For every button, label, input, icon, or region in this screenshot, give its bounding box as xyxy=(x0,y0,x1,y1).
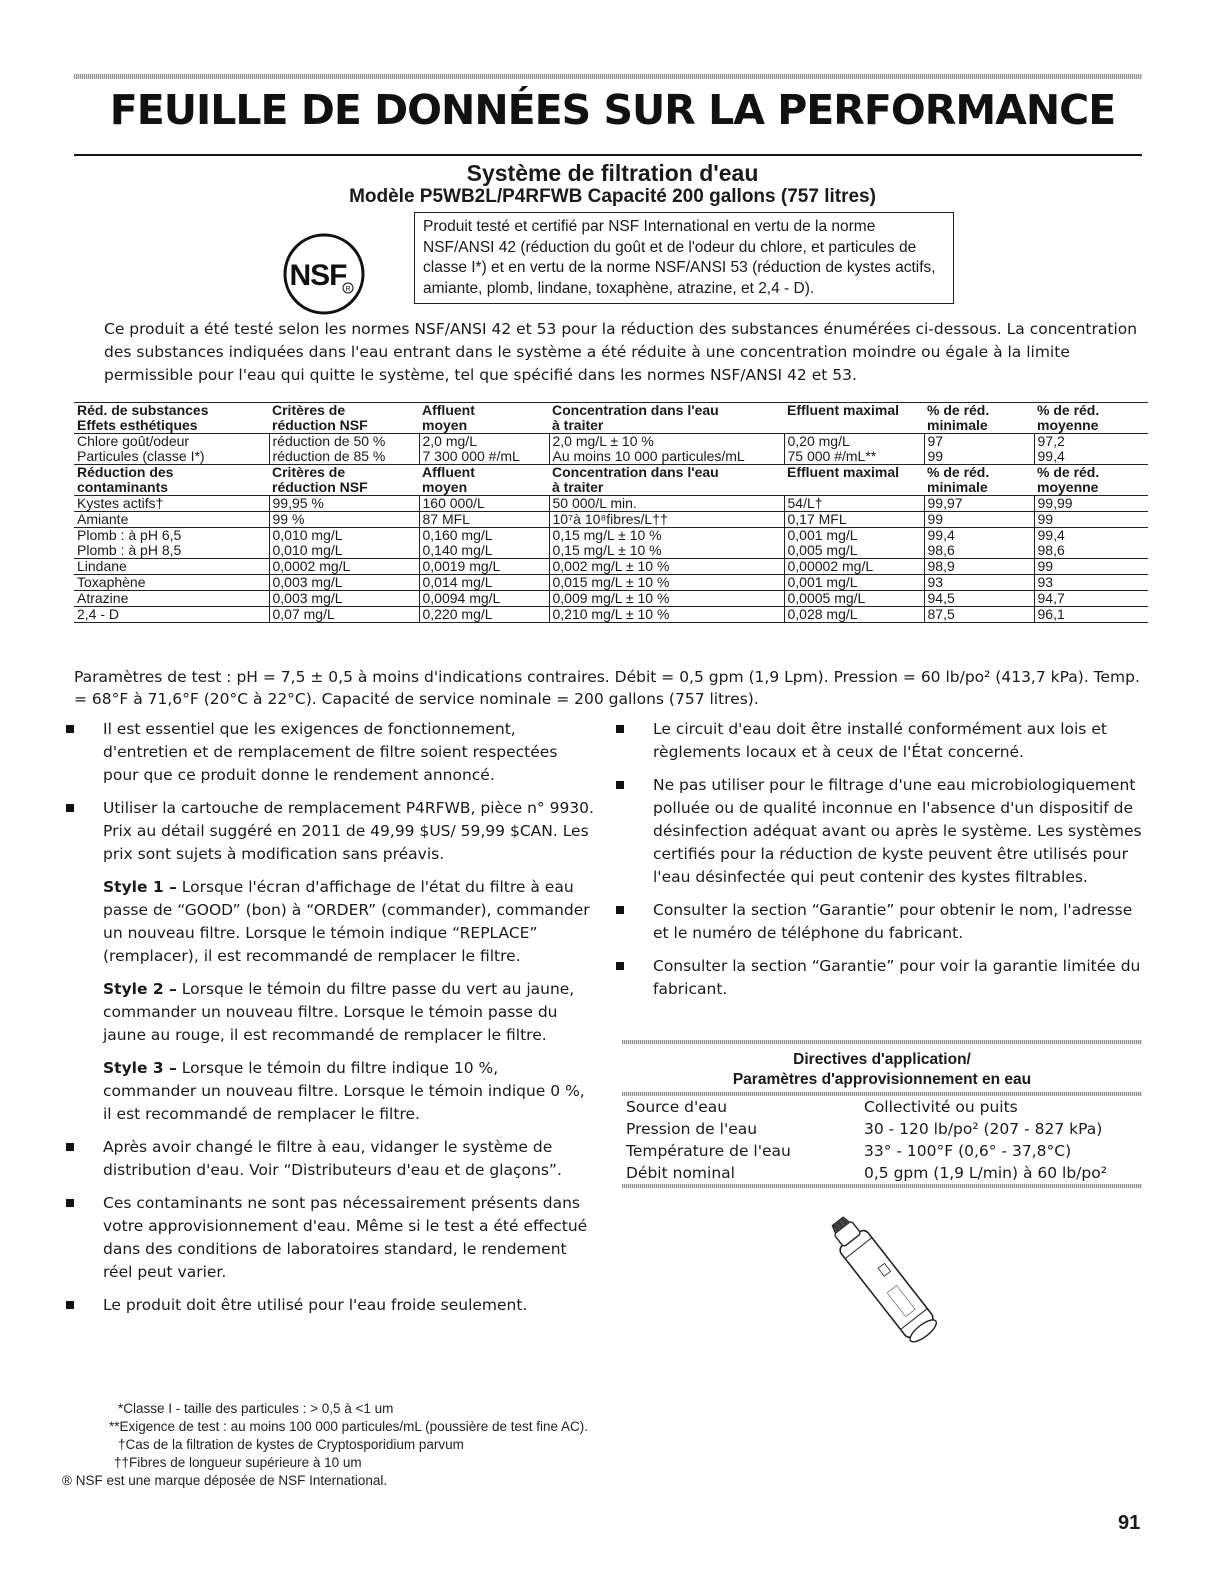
top-hatched-rule xyxy=(74,74,1142,79)
footnote: †Cas de la filtration de kystes de Cryptosporidium parvum xyxy=(118,1437,464,1452)
table-cell: 97 99 xyxy=(924,434,1034,465)
table-cell: 0,210 mg/L ± 10 % xyxy=(549,607,784,623)
bullet-icon xyxy=(66,1199,74,1207)
bullet-icon xyxy=(66,1301,74,1309)
list-item: Consulter la section “Garantie” pour obtenir le nom, l'adresse et le numéro de téléphone du fabricant. xyxy=(616,899,1144,945)
table-header-cell: % de réd. moyenne xyxy=(1034,465,1148,496)
table-cell: 0,0019 mg/L xyxy=(419,559,549,575)
list-item: Ces contaminants ne sont pas nécessairement présents dans votre approvisionnement d'eau. Même si le test a été effectué dans des conditions de laboratoires standard, le rendement réel peut varier. xyxy=(66,1192,596,1284)
table-cell: 0,001 mg/L xyxy=(784,575,924,591)
right-column xyxy=(616,718,1144,1011)
table-cell: 10⁷à 10⁸fibres/L†† xyxy=(549,512,784,528)
test-parameters: Paramètres de test : pH = 7,5 ± 0,5 à moins d'indications contraires. Débit = 0,5 gpm (1,9 Lpm). Pression = 60 lb/po² (413,7 kPa). Temp. = 68°F à 71,6°F (20°C à 22°C). Capacité de service nominale = 200 gallons (757 litres). xyxy=(74,668,1140,708)
table-cell: 0,20 mg/L 75 000 #/mL** xyxy=(784,434,924,465)
table-cell: 99,97 xyxy=(924,496,1034,512)
table-row xyxy=(74,496,1148,512)
footnote: **Exigence de test : au moins 100 000 particules/mL (poussière de test fine AC). xyxy=(109,1419,589,1434)
bullet-icon xyxy=(616,781,624,789)
table-cell: 160 000/L xyxy=(419,496,549,512)
nsf-logo-icon xyxy=(282,232,366,316)
table-cell: 98,9 xyxy=(924,559,1034,575)
table-cell: 87 MFL xyxy=(419,512,549,528)
table-cell: 93 xyxy=(924,575,1034,591)
table-cell: 99 xyxy=(1034,559,1148,575)
table-row xyxy=(74,434,1148,465)
table-cell: 0,003 mg/L xyxy=(269,591,419,607)
table-cell: 0,001 mg/L 0,005 mg/L xyxy=(784,528,924,559)
svg-text:NSF: NSF xyxy=(289,259,347,292)
bullet-icon xyxy=(616,962,624,970)
table-header-cell: % de réd. minimale xyxy=(924,403,1034,434)
table-header-contaminants xyxy=(74,465,1148,496)
table-header-cell: Critères de réduction NSF xyxy=(269,465,419,496)
table-cell: 0,002 mg/L ± 10 % xyxy=(549,559,784,575)
table-cell: 0,17 MFL xyxy=(784,512,924,528)
table-cell: Amiante xyxy=(74,512,269,528)
table-cell: 94,7 xyxy=(1034,591,1148,607)
style-1-paragraph: Style 1 – Lorsque l'écran d'affichage de l'état du filtre à eau passe de “GOOD” (bon) à “ORDER” (commander), commander un nouveau filtre. Lorsque le témoin indique “REPLACE” (remplacer), il est recommandé de remplacer le filtre. xyxy=(103,878,590,965)
directives-title: Directives d'application/ Paramètres d'approvisionnement en eau xyxy=(732,1051,1032,1088)
table-cell: 0,028 mg/L xyxy=(784,607,924,623)
table-header-cell: Affluent moyen xyxy=(419,403,549,434)
list-item: Utiliser la cartouche de remplacement P4RFWB, pièce n° 9930. Prix au détail suggéré en 2011 de 49,99 $US/ 59,99 $CAN. Les prix sont sujets à modification sans préavis. xyxy=(66,797,596,866)
table-cell: 99,95 % xyxy=(269,496,419,512)
table-cell: 0,0002 mg/L xyxy=(269,559,419,575)
style-3-paragraph: Style 3 – Lorsque le témoin du filtre indique 10 %, commander un nouveau filtre. Lorsque le témoin indique 0 %, il est recommandé de remplacer le filtre. xyxy=(103,1059,585,1123)
table-header-cell: Réd. de substances Effets esthétiques xyxy=(74,403,269,434)
table-cell: Chlore goût/odeur Particules (classe I*) xyxy=(74,434,269,465)
table-row: Débit nominal 0,5 gpm (1,9 L/min) à 60 lb/po² xyxy=(626,1164,1107,1182)
table-header-cell: Critères de réduction NSF xyxy=(269,403,419,434)
table-cell: 0,003 mg/L xyxy=(269,575,419,591)
footnote: *Classe I - taille des particules : > 0,5 à <1 um xyxy=(118,1401,394,1416)
svg-text:R: R xyxy=(345,286,351,293)
directives-table xyxy=(622,1096,1142,1184)
table-header-cell: Effluent maximal xyxy=(784,465,924,496)
footnote: ® NSF est une marque déposée de NSF International. xyxy=(62,1473,388,1488)
table-cell: 99,4 98,6 xyxy=(924,528,1034,559)
table-cell: 99 xyxy=(924,512,1034,528)
bullet-icon xyxy=(616,725,624,733)
table-row xyxy=(74,528,1148,559)
table-cell: 50 000/L min. xyxy=(549,496,784,512)
section-subtitle: Système de filtration d'eau xyxy=(466,160,759,186)
page-number: 91 xyxy=(1118,1512,1141,1534)
table-cell: 94,5 xyxy=(924,591,1034,607)
footnote: ††Fibres de longueur supérieure à 10 um xyxy=(114,1455,362,1470)
hatched-rule xyxy=(622,1184,1142,1188)
table-cell: 99 % xyxy=(269,512,419,528)
footnotes xyxy=(62,1400,886,1490)
table-cell: 97,2 99,4 xyxy=(1034,434,1148,465)
table-row xyxy=(74,559,1148,575)
table-cell: 0,0005 mg/L xyxy=(784,591,924,607)
certification-box: Produit testé et certifié par NSF International en vertu de la norme NSF/ANSI 42 (réduction du goût et de l'odeur du chlore, et particules de classe I*) et en vertu de la norme NSF/ANSI 53 (réduction de kystes actifs, amiante, plomb, lindane, toxaphène, atrazine, et 2,4 - D). xyxy=(414,212,954,304)
directives-box xyxy=(622,1040,1142,1188)
table-header-cell: Effluent maximal xyxy=(784,403,924,434)
list-item: Il est essentiel que les exigences de fonctionnement, d'entretien et de remplacement de filtre soient respectées pour que ce produit donne le rendement annoncé. xyxy=(66,718,596,787)
table-row xyxy=(74,591,1148,607)
table-cell: 0,010 mg/L 0,010 mg/L xyxy=(269,528,419,559)
table-header-aesthetic xyxy=(74,403,1148,434)
table-cell: Lindane xyxy=(74,559,269,575)
table-cell: 2,4 - D xyxy=(74,607,269,623)
table-header-cell: Concentration dans l'eau à traiter xyxy=(549,403,784,434)
table-cell: 99,4 98,6 xyxy=(1034,528,1148,559)
style-2-paragraph: Style 2 – Lorsque le témoin du filtre passe du vert au jaune, commander un nouveau filtre. Lorsque le témoin passe du jaune au rouge, il est recommandé de remplacer le filtre. xyxy=(103,980,575,1044)
table-cell: 0,009 mg/L ± 10 % xyxy=(549,591,784,607)
table-cell: 0,0094 mg/L xyxy=(419,591,549,607)
table-cell: Kystes actifs† xyxy=(74,496,269,512)
table-cell: 2,0 mg/L ± 10 % Au moins 10 000 particules/mL xyxy=(549,434,784,465)
table-row xyxy=(74,512,1148,528)
table-row xyxy=(74,607,1148,623)
table-header-cell: Concentration dans l'eau à traiter xyxy=(549,465,784,496)
table-cell: 99 xyxy=(1034,512,1148,528)
table-cell: 2,0 mg/L 7 300 000 #/mL xyxy=(419,434,549,465)
table-row: Température de l'eau 33° - 100°F (0,6° - 37,8°C) xyxy=(626,1142,1072,1160)
table-header-cell: Affluent moyen xyxy=(419,465,549,496)
table-cell: 0,00002 mg/L xyxy=(784,559,924,575)
performance-table xyxy=(74,402,1148,623)
table-cell: 99,99 xyxy=(1034,496,1148,512)
table-header-cell: % de réd. moyenne xyxy=(1034,403,1148,434)
table-cell: 0,07 mg/L xyxy=(269,607,419,623)
water-filter-cartridge-icon xyxy=(810,1215,960,1350)
model-line: Modèle P5WB2L/P4RFWB Capacité 200 gallons (757 litres) xyxy=(349,186,876,207)
table-cell: Plomb : à pH 6,5 Plomb : à pH 8,5 xyxy=(74,528,269,559)
bullet-icon xyxy=(616,906,624,914)
table-cell: 96,1 xyxy=(1034,607,1148,623)
table-cell: 87,5 xyxy=(924,607,1034,623)
table-row: Source d'eau Collectivité ou puits xyxy=(626,1098,1018,1116)
table-row: Pression de l'eau 30 - 120 lb/po² (207 - 827 kPa) xyxy=(626,1120,1103,1138)
table-cell: 0,15 mg/L ± 10 % 0,15 mg/L ± 10 % xyxy=(549,528,784,559)
table-header-cell: Réduction des contaminants xyxy=(74,465,269,496)
bullet-icon xyxy=(66,1143,74,1151)
page-title: FEUILLE DE DONNÉES SUR LA PERFORMANCE xyxy=(109,86,1116,134)
table-cell: 0,220 mg/L xyxy=(419,607,549,623)
left-column xyxy=(66,718,596,1327)
table-row xyxy=(74,575,1148,591)
list-item: Ne pas utiliser pour le filtrage d'une eau microbiologiquement polluée ou de qualité inconnue en l'absence d'un dispositif de désinfection adéquat avant ou après le système. Les systèmes certifiés pour la réduction de kyste peuvent être utilisés pour l'eau désinfectée qui peut contenir des kystes filtrables. xyxy=(616,774,1144,889)
table-cell: 0,014 mg/L xyxy=(419,575,549,591)
table-header-cell: % de réd. minimale xyxy=(924,465,1034,496)
table-cell: réduction de 50 % réduction de 85 % xyxy=(269,434,419,465)
list-item: Le produit doit être utilisé pour l'eau froide seulement. xyxy=(66,1294,596,1317)
table-cell: 54/L† xyxy=(784,496,924,512)
bullet-icon xyxy=(66,804,74,812)
table-cell: Toxaphène xyxy=(74,575,269,591)
list-item: Après avoir changé le filtre à eau, vidanger le système de distribution d'eau. Voir “Distributeurs d'eau et de glaçons”. xyxy=(66,1136,596,1182)
table-cell: 93 xyxy=(1034,575,1148,591)
list-item: Consulter la section “Garantie” pour voir la garantie limitée du fabricant. xyxy=(616,955,1144,1001)
bullet-icon xyxy=(66,725,74,733)
table-cell: 0,015 mg/L ± 10 % xyxy=(549,575,784,591)
intro-paragraph: Ce produit a été testé selon les normes NSF/ANSI 42 et 53 pour la réduction des substances énumérées ci-dessous. La concentration des substances indiquées dans l'eau entrant dans le système a été réduite à une concentration moindre ou égale à la limite permissible pour l'eau qui quitte le système, tel que spécifié dans les normes NSF/ANSI 42 et 53. xyxy=(104,320,1138,384)
table-cell: Atrazine xyxy=(74,591,269,607)
table-cell: 0,160 mg/L 0,140 mg/L xyxy=(419,528,549,559)
list-item: Le circuit d'eau doit être installé conformément aux lois et règlements locaux et à ceux de l'État concerné. xyxy=(616,718,1144,764)
title-divider xyxy=(74,154,1142,156)
